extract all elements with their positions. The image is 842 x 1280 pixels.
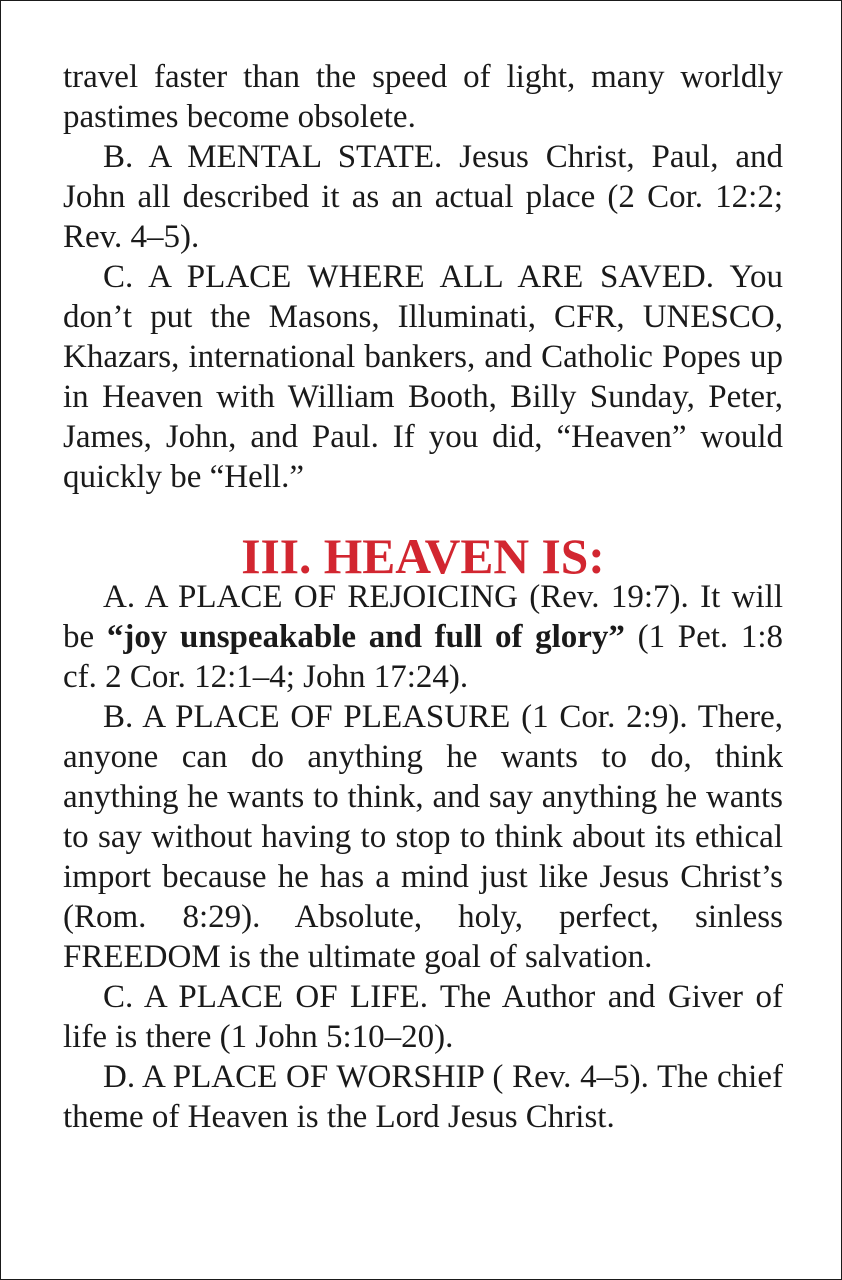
- paragraph-rejoicing: [63, 577, 783, 697]
- paragraph-life: C. A PLACE OF LIFE. The Author and Giver of life is there (1 John 5:10–20).: [63, 979, 783, 1055]
- rejoicing-tail: (1 Pet. 1:8 cf. 2 Cor. 12:1–4; John 17:24).: [63, 619, 784, 695]
- rejoicing-lead: A. A PLACE OF REJOICING (Rev. 19:7). It will be: [63, 579, 783, 655]
- paragraph-pleasure: B. A PLACE OF PLEASURE (1 Cor. 2:9). There, anyone can do anything he wants to do, think anything he wants to think, and say anything he wants to say without having to stop to think about its ethical import because he has a mind just like Jesus Christ’s (Rom. 8:29). Absolute, holy, perfect, sinless FREEDOM is the ultimate goal of salvation.: [63, 699, 783, 975]
- page-content: [63, 57, 783, 1137]
- rejoicing-quote: “joy unspeakable and full of glory”: [106, 619, 625, 655]
- paragraph-worship: D. A PLACE OF WORSHIP ( Rev. 4–5). The chief theme of Heaven is the Lord Jesus Christ.: [63, 1059, 783, 1135]
- paragraph-all-saved: C. A PLACE WHERE ALL ARE SAVED. You don’t put the Masons, Illuminati, CFR, UNESCO, Khazars, international bankers, and Catholic Popes up in Heaven with William Booth, Billy Sunday, Peter, James, John, and Paul. If you did, “Heaven” would quickly be “Hell.”: [63, 259, 783, 495]
- intro-paragraph: travel faster than the speed of light, many worldly pastimes become obsolete.: [63, 59, 783, 135]
- section-heading: III. HEAVEN IS:: [241, 529, 605, 584]
- paragraph-mental-state: B. A MENTAL STATE. Jesus Christ, Paul, and John all described it as an actual place (2 Cor. 12:2; Rev. 4–5).: [63, 139, 783, 255]
